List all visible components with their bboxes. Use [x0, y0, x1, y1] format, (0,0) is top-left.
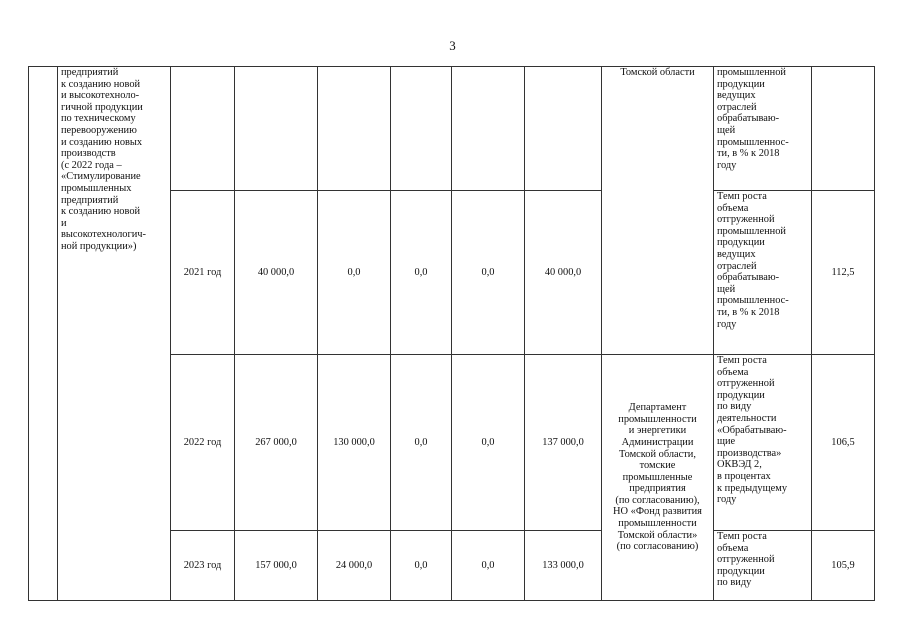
local-cell [452, 67, 525, 191]
extra-budget-cell [525, 67, 602, 191]
executor-cell-top: Томской области [602, 67, 714, 355]
regional-cell [391, 67, 452, 191]
indicator-cell: Темп роста объема отгруженной продукции по виду деятельности «Обрабатываю- щие производства» ОКВЭД 2, в процентах к предыдущему году [714, 355, 812, 531]
total-cell [235, 67, 318, 191]
indicator-value-cell: 106,5 [812, 355, 875, 531]
indicator-cell: промышленной продукции ведущих отраслей обрабатываю- щей промышленнос- ти, в % к 2018 году [714, 67, 812, 191]
total-cell: 40 000,0 [235, 191, 318, 355]
regional-cell: 0,0 [391, 531, 452, 601]
extra-budget-cell: 137 000,0 [525, 355, 602, 531]
federal-cell: 130 000,0 [318, 355, 391, 531]
local-cell: 0,0 [452, 191, 525, 355]
table-row [29, 67, 875, 191]
executor-cell-main: Департамент промышленности и энергетики Администрации Томской области, томские промышленные предприятия (по согласованию), НО «Фонд развития промышленности Томской области» (по согласованию) [602, 355, 714, 601]
indicator-cell: Темп роста объема отгруженной промышленной продукции ведущих отраслей обрабатываю- щей промышленнос- ти, в % к 2018 году [714, 191, 812, 355]
total-cell: 267 000,0 [235, 355, 318, 531]
extra-budget-cell: 133 000,0 [525, 531, 602, 601]
program-name-cell: предприятий к созданию новой и высокотехноло- гичной продукции по техническому перевооружению и созданию новых производств (с 2022 года – «Стимулирование промышленных предприятий к созданию новой и высокотехнологич- ной продукции») [58, 67, 171, 601]
regional-cell: 0,0 [391, 191, 452, 355]
indicator-value-cell [812, 67, 875, 191]
federal-cell [318, 67, 391, 191]
regional-cell: 0,0 [391, 355, 452, 531]
page-number: 3 [449, 38, 456, 53]
program-table [28, 66, 875, 601]
local-cell: 0,0 [452, 531, 525, 601]
year-cell [171, 67, 235, 191]
local-cell: 0,0 [452, 355, 525, 531]
indicator-value-cell: 112,5 [812, 191, 875, 355]
indicator-cell: Темп роста объема отгруженной продукции по виду [714, 531, 812, 601]
year-cell: 2021 год [171, 191, 235, 355]
number-cell [29, 67, 58, 601]
year-cell: 2022 год [171, 355, 235, 531]
federal-cell: 24 000,0 [318, 531, 391, 601]
extra-budget-cell: 40 000,0 [525, 191, 602, 355]
total-cell: 157 000,0 [235, 531, 318, 601]
year-cell: 2023 год [171, 531, 235, 601]
indicator-value-cell: 105,9 [812, 531, 875, 601]
federal-cell: 0,0 [318, 191, 391, 355]
